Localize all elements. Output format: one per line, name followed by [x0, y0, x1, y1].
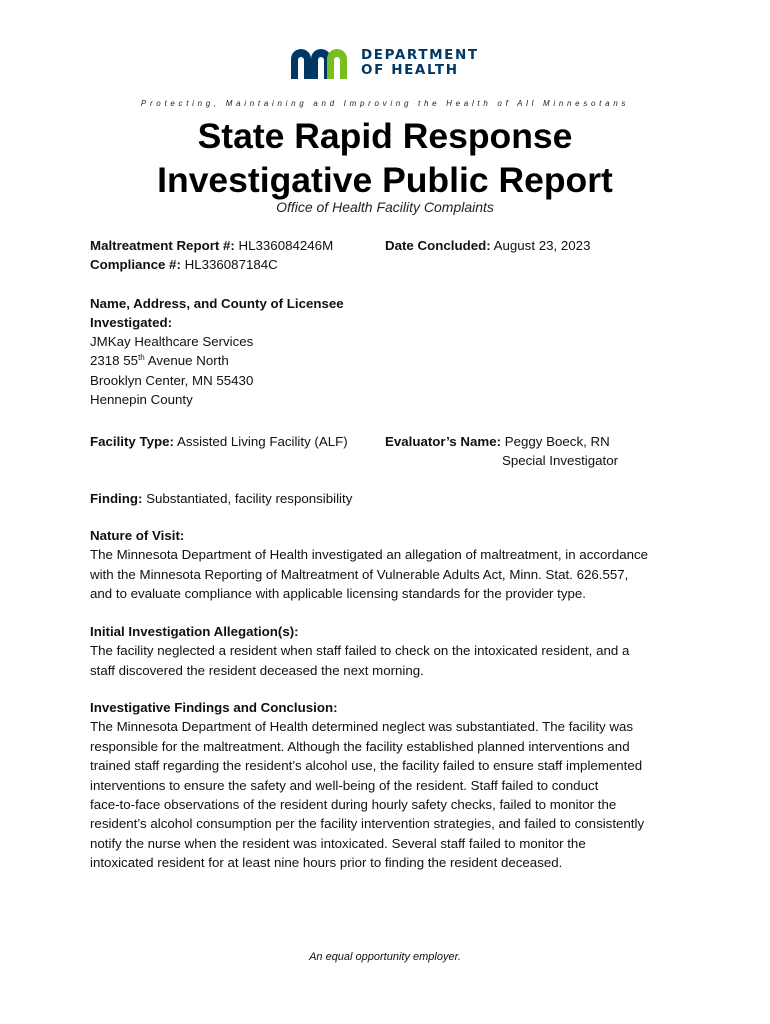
paragraph-line: notify the nurse when the resident was intoxicated. Several staff failed to monitor the [90, 835, 586, 851]
facility-type-value: Assisted Living Facility (ALF) [176, 434, 348, 449]
logo-text [361, 48, 479, 78]
title-line-1: State Rapid Response [197, 116, 573, 156]
licensee-street [90, 351, 229, 370]
finding-label: Finding: [90, 491, 143, 506]
logo-line-1: DEPARTMENT [361, 47, 479, 63]
compliance-row [90, 255, 278, 274]
paragraph-line: staff discovered the resident deceased the next morning. [90, 662, 424, 678]
evaluator-row [385, 432, 610, 451]
street-number: 2318 55 [90, 353, 139, 368]
mdh-logo-mark-icon [291, 47, 353, 79]
title-line-2: Investigative Public Report [157, 160, 613, 200]
paragraph-line: The Minnesota Department of Health determined neglect was substantiated. The facility was [90, 719, 633, 735]
mdh-logo [291, 47, 491, 79]
page-subtitle: Office of Health Facility Complaints [276, 199, 494, 215]
paragraph-line: trained staff regarding the resident’s alcohol use, the facility failed to ensure staff implemented [90, 758, 643, 774]
maltreatment-report-label: Maltreatment Report #: [90, 238, 235, 253]
finding-row [90, 489, 352, 508]
paragraph-line: intoxicated resident for at least nine hours prior to finding the resident deceased. [90, 855, 563, 871]
licensee-city: Brooklyn Center, MN 55430 [90, 373, 254, 388]
date-concluded-value: August 23, 2023 [493, 238, 591, 253]
logo-line-2: OF HEALTH [361, 62, 459, 78]
evaluator-title: Special Investigator [502, 453, 619, 468]
finding-value: Substantiated, facility responsibility [146, 491, 353, 506]
street-suffix: th [138, 353, 145, 362]
allegation-section [90, 622, 690, 680]
paragraph-line: face-to-face observations of the resident during hourly safety checks, failed to monitor the [90, 797, 617, 813]
paragraph-line: The Minnesota Department of Health investigated an allegation of maltreatment, in accordance [90, 547, 649, 563]
allegation-heading: Initial Investigation Allegation(s): [90, 624, 299, 639]
page-title [0, 114, 770, 202]
paragraph-line: responsible for the maltreatment. Although the facility established planned interventions and [90, 738, 630, 754]
evaluator-label: Evaluator’s Name: [385, 434, 502, 449]
street-rest: Avenue North [144, 353, 229, 368]
paragraph-line: with the Minnesota Reporting of Maltreatment of Vulnerable Adults Act, Minn. Stat. 626.557, [90, 566, 629, 582]
licensee-heading-line-1: Name, Address, and County of Licensee [90, 296, 344, 311]
nature-of-visit-heading: Nature of Visit: [90, 528, 185, 543]
compliance-label: Compliance #: [90, 257, 181, 272]
licensee-county: Hennepin County [90, 392, 193, 407]
tagline: Protecting, Maintaining and Improving the Health of All Minnesotans [140, 99, 630, 108]
paragraph-line: interventions to ensure the safety and well-being of the resident. Staff failed to conduct [90, 777, 599, 793]
paragraph-line: and to evaluate compliance with applicable licensing standards for the provider type. [90, 586, 586, 602]
maltreatment-report-row [90, 236, 333, 255]
licensee-heading-line-2: Investigated: [90, 315, 173, 330]
facility-type-row [90, 432, 348, 451]
findings-section [90, 698, 690, 873]
facility-type-label: Facility Type: [90, 434, 174, 449]
maltreatment-report-value: HL336084246M [238, 238, 334, 253]
licensee-name: JMKay Healthcare Services [90, 334, 254, 349]
compliance-value: HL336087184C [184, 257, 278, 272]
findings-heading: Investigative Findings and Conclusion: [90, 700, 338, 715]
footer-text: An equal opportunity employer. [309, 951, 461, 963]
date-concluded-row [385, 236, 590, 255]
paragraph-line: resident’s alcohol consumption per the facility intervention strategies, and failed to consistently [90, 816, 645, 832]
date-concluded-label: Date Concluded: [385, 238, 491, 253]
paragraph-line: The facility neglected a resident when staff failed to check on the intoxicated resident, and a [90, 643, 630, 659]
nature-of-visit-section [90, 526, 690, 604]
evaluator-name: Peggy Boeck, RN [504, 434, 610, 449]
